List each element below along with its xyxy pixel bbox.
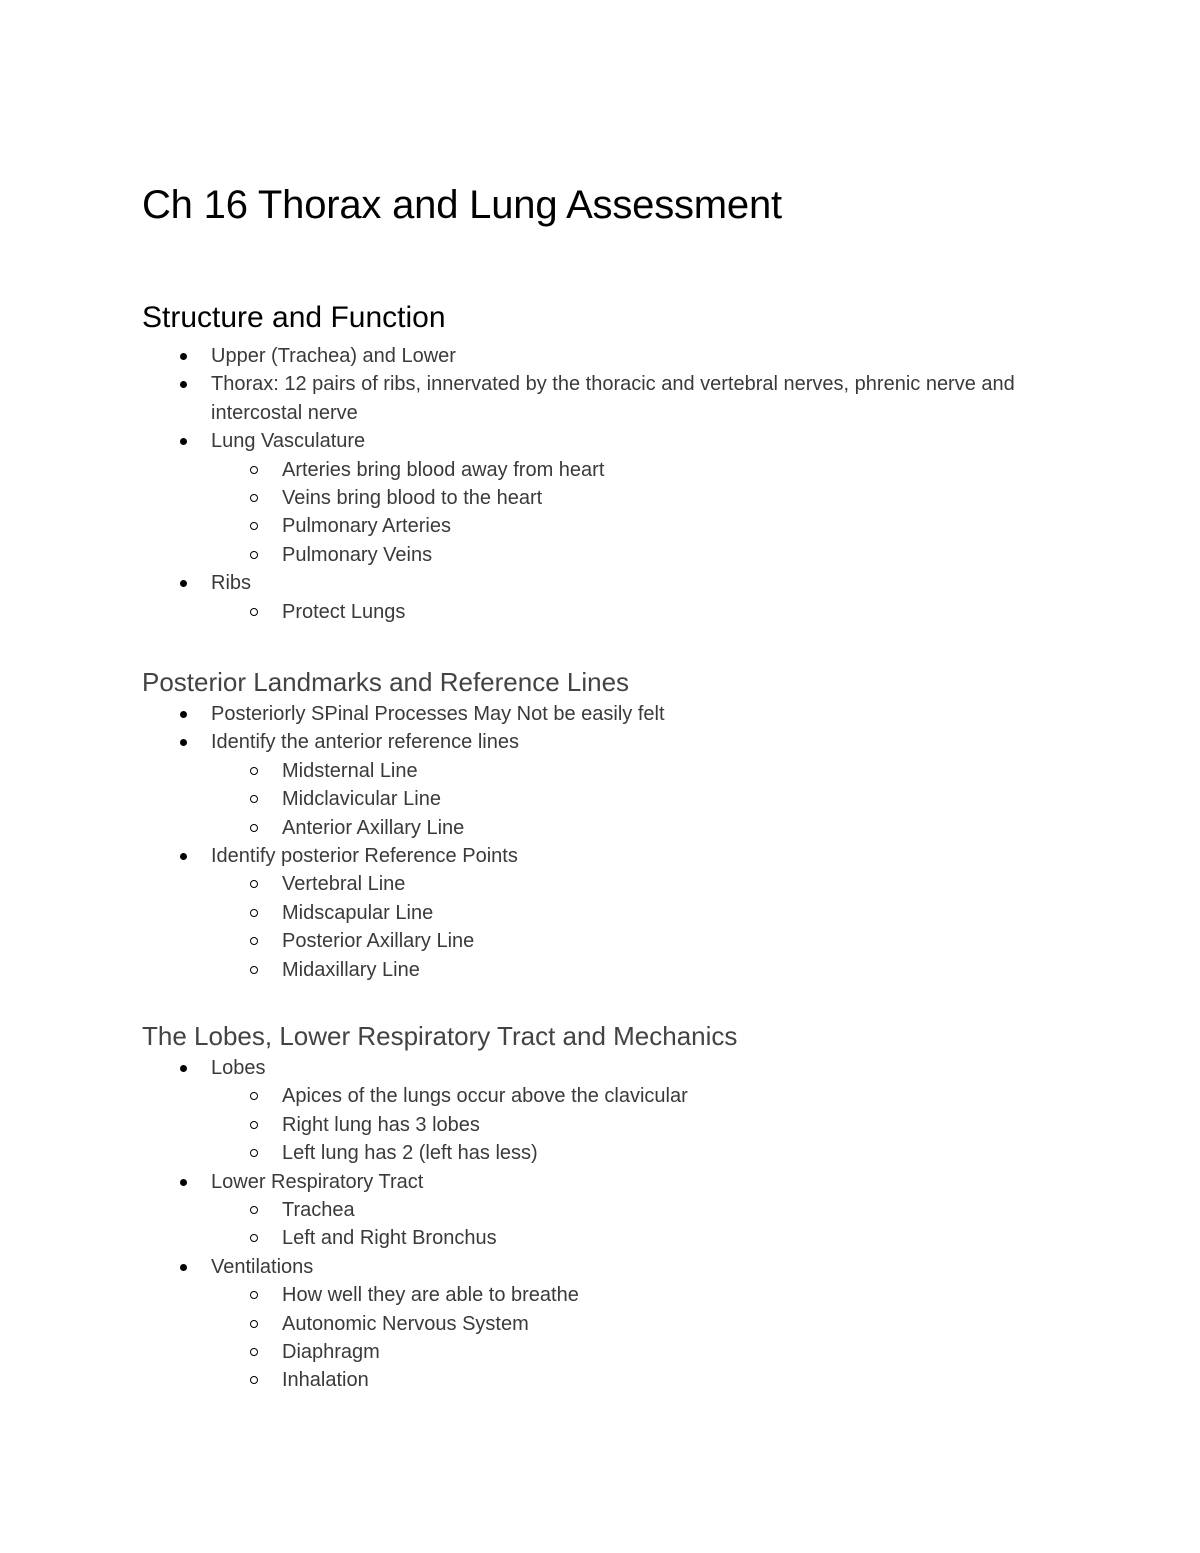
bullet-disc-icon bbox=[180, 853, 187, 860]
sub-list-item-text: Midclavicular Line bbox=[282, 788, 441, 811]
sub-list-item-text: Left and Right Bronchus bbox=[282, 1227, 497, 1250]
list-item-text: Ribs bbox=[211, 572, 252, 595]
sub-list-item-text: Arteries bring blood away from heart bbox=[282, 458, 605, 481]
sub-list-item bbox=[142, 1224, 1092, 1252]
sub-bullet-list bbox=[142, 1082, 1092, 1167]
list-item bbox=[142, 728, 1092, 756]
list-item-text: Identify posterior Reference Points bbox=[211, 845, 518, 868]
bullet-circle-icon bbox=[250, 1206, 258, 1214]
section-heading: Structure and Function bbox=[142, 301, 446, 334]
list-item-text: Identify the anterior reference lines bbox=[211, 731, 519, 754]
bullet-circle-icon bbox=[250, 494, 258, 502]
sub-list-item-text: Vertebral Line bbox=[282, 873, 406, 896]
list-item-text: Lobes bbox=[211, 1057, 266, 1079]
list-item bbox=[142, 1253, 1092, 1281]
list-item bbox=[142, 700, 1092, 728]
sub-list-item-text: Midaxillary Line bbox=[282, 958, 420, 981]
sub-list-item-text: Apices of the lungs occur above the clavicular bbox=[282, 1085, 688, 1108]
list-item-text: Posteriorly SPinal Processes May Not be easily felt bbox=[211, 703, 665, 725]
bullet-disc-icon bbox=[180, 1264, 187, 1271]
list-item-text: Lung Vasculature bbox=[211, 430, 366, 453]
sub-list-item bbox=[142, 1366, 1092, 1394]
list-item bbox=[142, 370, 1092, 427]
sub-list-item-text: Posterior Axillary Line bbox=[282, 930, 475, 953]
bullet-circle-icon bbox=[250, 767, 258, 775]
bullet-circle-icon bbox=[250, 795, 258, 803]
bullet-disc-icon bbox=[180, 580, 187, 587]
bullet-circle-icon bbox=[250, 551, 258, 559]
list-item-text: Upper (Trachea) and Lower bbox=[211, 345, 456, 367]
bullet-list bbox=[142, 1054, 1092, 1395]
list-item bbox=[142, 1168, 1092, 1196]
section-heading: The Lobes, Lower Respiratory Tract and Mechanics bbox=[142, 1021, 738, 1051]
bullet-disc-icon bbox=[180, 381, 187, 388]
list-item bbox=[142, 342, 1092, 370]
list-item-text: Lower Respiratory Tract bbox=[211, 1170, 424, 1193]
sub-list-item bbox=[142, 541, 1092, 569]
bullet-list bbox=[142, 342, 1092, 626]
sub-bullet-list bbox=[142, 1196, 1092, 1253]
sub-list-item-text: How well they are able to breathe bbox=[282, 1284, 579, 1307]
sub-list-item-text: Pulmonary Veins bbox=[282, 543, 433, 566]
sub-list-item-text: Midsternal Line bbox=[282, 759, 418, 782]
sub-bullet-list bbox=[142, 456, 1092, 570]
sub-list-item-text: Veins bring blood to the heart bbox=[282, 487, 543, 510]
section-heading: Posterior Landmarks and Reference Lines bbox=[142, 667, 630, 697]
sub-list-item bbox=[142, 1111, 1092, 1139]
bullet-circle-icon bbox=[250, 1092, 258, 1100]
bullet-circle-icon bbox=[250, 937, 258, 945]
sub-list-item bbox=[142, 785, 1092, 813]
sub-list-item-text: Inhalation bbox=[282, 1369, 369, 1392]
sub-list-item bbox=[142, 456, 1092, 484]
section-lobes-respiratory-mechanics bbox=[142, 1018, 1092, 1395]
sub-list-item-text: Protect Lungs bbox=[282, 600, 406, 623]
sub-list-item bbox=[142, 814, 1092, 842]
bullet-circle-icon bbox=[250, 966, 258, 974]
bullet-disc-icon bbox=[180, 1065, 187, 1072]
list-item bbox=[142, 427, 1092, 455]
bullet-circle-icon bbox=[250, 1348, 258, 1356]
bullet-circle-icon bbox=[250, 824, 258, 832]
sub-bullet-list bbox=[142, 757, 1092, 842]
sub-list-item bbox=[142, 1082, 1092, 1110]
bullet-circle-icon bbox=[250, 1320, 258, 1328]
bullet-circle-icon bbox=[250, 880, 258, 888]
sub-bullet-list bbox=[142, 598, 1092, 626]
section-posterior-landmarks bbox=[142, 664, 1092, 984]
list-item bbox=[142, 1054, 1092, 1082]
sub-list-item-text: Left lung has 2 (left has less) bbox=[282, 1142, 538, 1165]
sub-list-item bbox=[142, 484, 1092, 512]
sub-list-item-text: Diaphragm bbox=[282, 1341, 380, 1364]
bullet-circle-icon bbox=[250, 1234, 258, 1242]
list-item-text: Thorax: 12 pairs of ribs, innervated by the thoracic and vertebral nerves, phrenic nerve and intercostal nerve bbox=[211, 373, 1015, 424]
bullet-disc-icon bbox=[180, 353, 187, 360]
bullet-circle-icon bbox=[250, 1121, 258, 1129]
sub-list-item bbox=[142, 757, 1092, 785]
sub-list-item-text: Midscapular Line bbox=[282, 901, 434, 924]
sub-list-item bbox=[142, 1310, 1092, 1338]
bullet-circle-icon bbox=[250, 522, 258, 530]
sub-list-item bbox=[142, 1338, 1092, 1366]
sub-bullet-list bbox=[142, 870, 1092, 984]
bullet-circle-icon bbox=[250, 1291, 258, 1299]
list-item bbox=[142, 569, 1092, 597]
sub-list-item-text: Trachea bbox=[282, 1199, 355, 1222]
bullet-circle-icon bbox=[250, 608, 258, 616]
bullet-disc-icon bbox=[180, 711, 187, 718]
sub-list-item bbox=[142, 512, 1092, 540]
bullet-list bbox=[142, 700, 1092, 984]
bullet-circle-icon bbox=[250, 466, 258, 474]
sub-list-item-text: Anterior Axillary Line bbox=[282, 816, 465, 839]
sub-bullet-list bbox=[142, 1281, 1092, 1395]
section-structure-and-function bbox=[142, 300, 1092, 626]
bullet-disc-icon bbox=[180, 438, 187, 445]
list-item bbox=[142, 842, 1092, 870]
sub-list-item bbox=[142, 956, 1092, 984]
sub-list-item-text: Autonomic Nervous System bbox=[282, 1312, 529, 1335]
sub-list-item bbox=[142, 1281, 1092, 1309]
sub-list-item-text: Pulmonary Arteries bbox=[282, 515, 451, 538]
sub-list-item bbox=[142, 1139, 1092, 1167]
sub-list-item bbox=[142, 899, 1092, 927]
bullet-circle-icon bbox=[250, 1149, 258, 1157]
sub-list-item bbox=[142, 927, 1092, 955]
sub-list-item bbox=[142, 1196, 1092, 1224]
list-item-text: Ventilations bbox=[211, 1255, 314, 1278]
sub-list-item-text: Right lung has 3 lobes bbox=[282, 1113, 480, 1136]
bullet-circle-icon bbox=[250, 1376, 258, 1384]
bullet-circle-icon bbox=[250, 909, 258, 917]
sub-list-item bbox=[142, 598, 1092, 626]
sub-list-item bbox=[142, 870, 1092, 898]
page-title: Ch 16 Thorax and Lung Assessment bbox=[142, 183, 782, 227]
bullet-disc-icon bbox=[180, 1179, 187, 1186]
bullet-disc-icon bbox=[180, 739, 187, 746]
